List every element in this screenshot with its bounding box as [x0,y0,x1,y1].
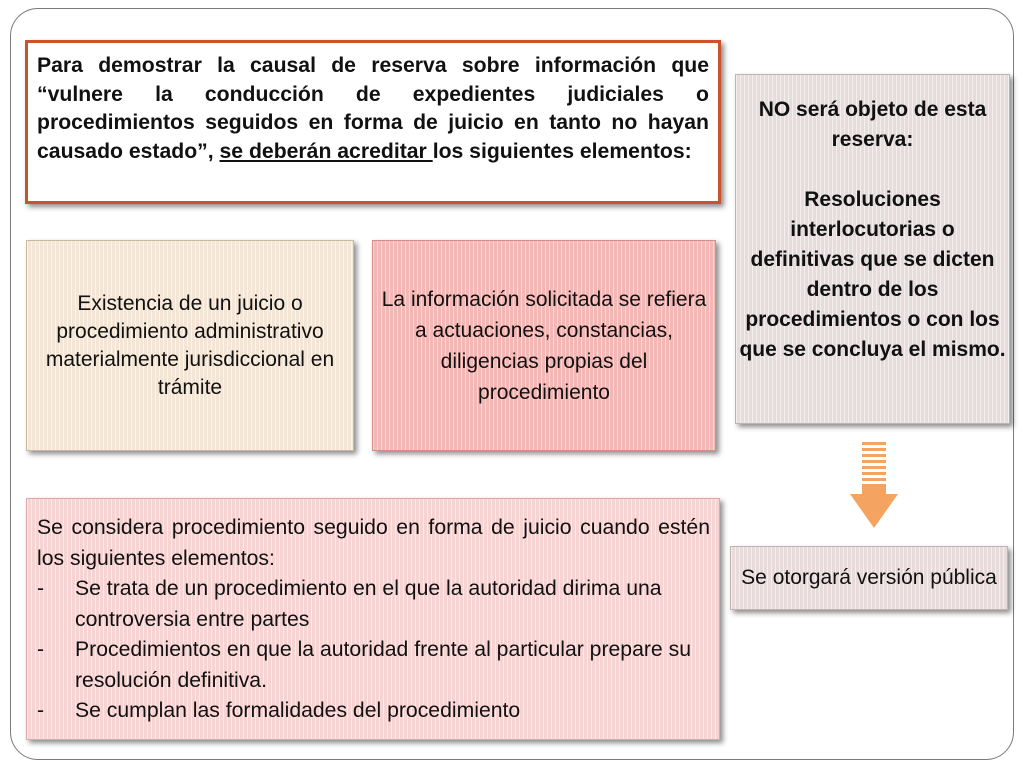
procedure-item [37,635,710,696]
exception-body: Resoluciones interlocutorias o definitivas que se dicten dentro de los procedimientos o con los que se concluya el mismo. [739,188,1006,361]
bullet-dash: - [37,699,45,722]
procedure-item-text: Se cumplan las formalidades del procedimiento [75,699,521,722]
procedure-lead: Se considera procedimiento seguido en forma de juicio cuando estén los siguientes elementos: [37,516,710,570]
result-text: Se otorgará versión pública [741,566,997,589]
element-text-information: La información solicitada se refiera a actuaciones, constancias, diligencias propias del procedimiento [381,287,707,404]
exception-heading: NO será objeto de esta reserva: [758,98,987,151]
intro-box [25,40,721,204]
procedure-item-text: Procedimientos en que la autoridad frente al particular prepare su resolución definitiva. [75,638,691,692]
procedure-item [37,574,710,635]
intro-underlined-text: se deberán acreditar [219,139,433,163]
procedure-item-text: Se trata de un procedimiento en el que la autoridad dirima una controversia entre partes [75,577,662,631]
exception-box [735,74,1010,424]
intro-text: Para demostrar la causal de reserva sobre información que “vulnere la conducción de expedientes judiciales o procedimientos seguidos en forma de juicio en tanto no hayan causado estado”, [37,54,709,163]
intro-text-end: los siguientes elementos: [432,139,692,163]
element-text-trial: Existencia de un juicio o procedimiento administrativo materialmente jurisdiccional en trámite [45,291,335,399]
procedure-item [37,696,710,727]
bullet-dash: - [37,577,45,600]
result-box [730,546,1008,610]
down-arrow-icon [848,440,900,530]
element-box-information [372,240,716,451]
bullet-dash: - [37,638,45,661]
element-box-trial [26,240,354,451]
procedure-box [26,498,720,740]
